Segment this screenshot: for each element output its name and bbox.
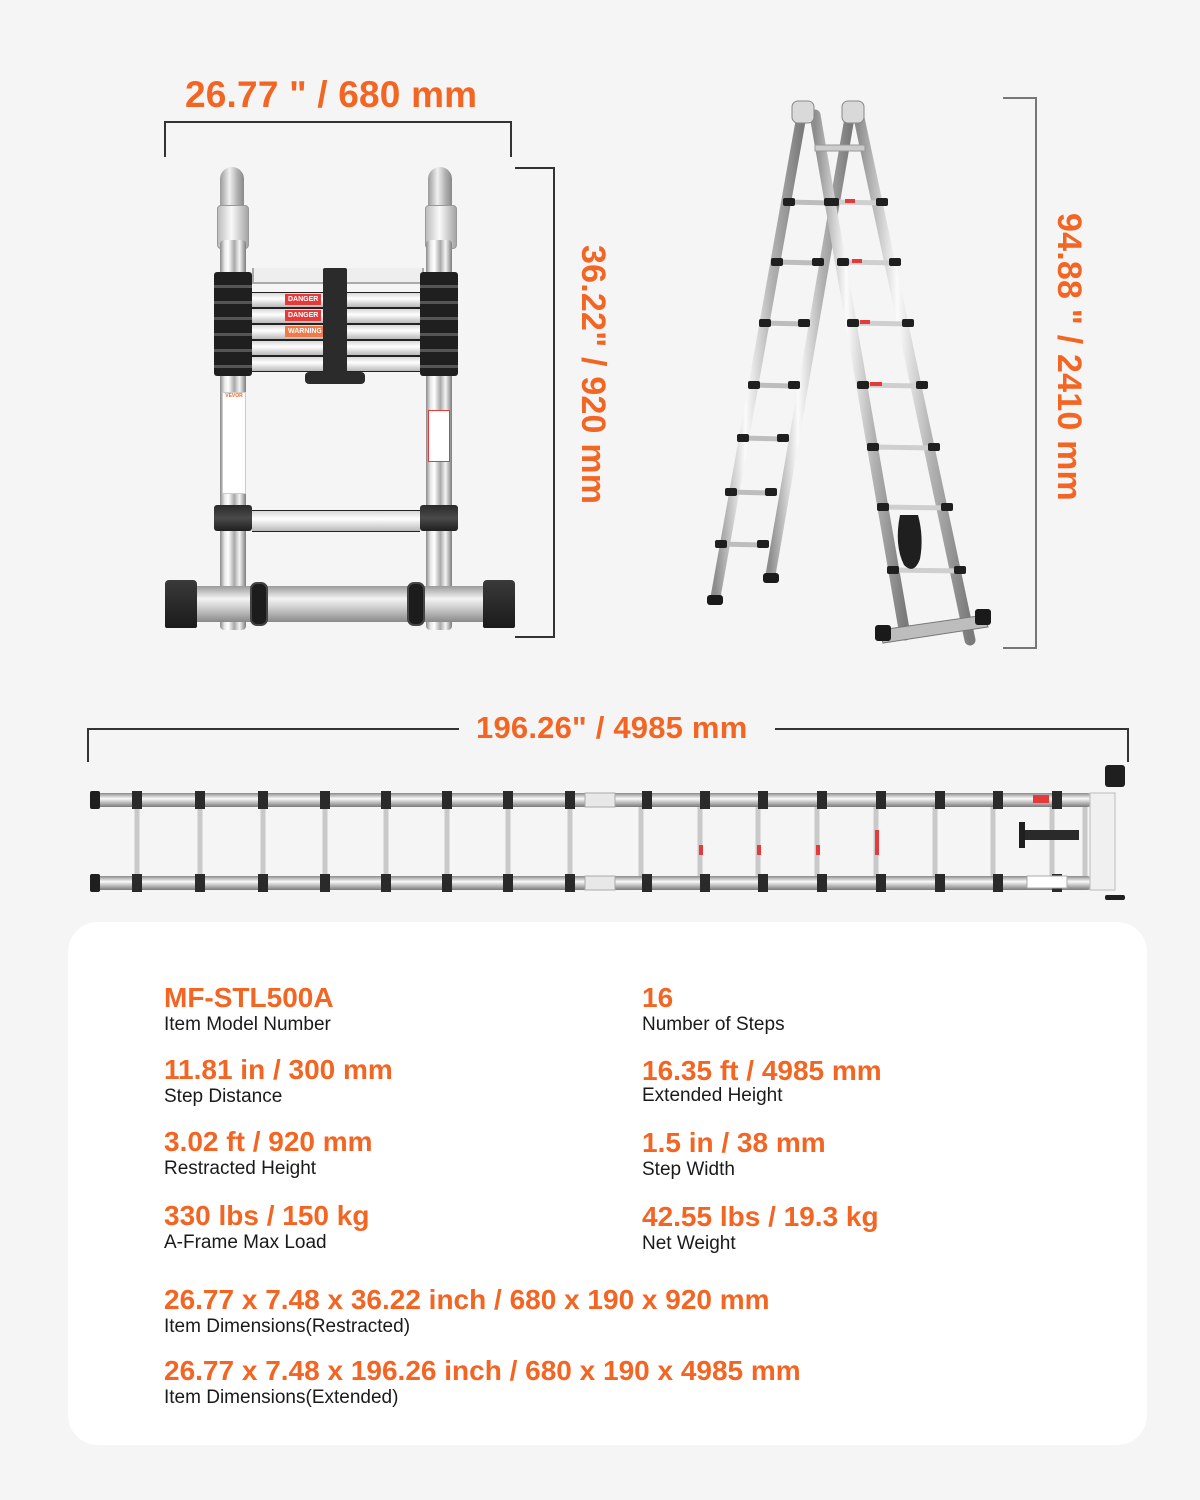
spec-label: Restracted Height xyxy=(164,1158,317,1179)
spec-label: Item Dimensions(Restracted) xyxy=(164,1316,411,1337)
retracted-height-label: 36.22" / 920 mm xyxy=(574,245,612,505)
spec-value: MF-STL500A xyxy=(164,982,334,1013)
spec-step-width xyxy=(642,1128,826,1182)
spec-value: 26.77 x 7.48 x 196.26 inch / 680 x 190 x 4985 mm xyxy=(164,1355,801,1386)
spec-max-load xyxy=(164,1201,369,1255)
retracted-width-label: 26.77 " / 680 mm xyxy=(185,74,478,115)
warning-sticker: WARNING xyxy=(285,326,325,337)
spec-label: Step Width xyxy=(642,1159,735,1180)
right-foot xyxy=(483,580,515,628)
left-pole-safety-label xyxy=(222,392,246,494)
spec-label: Step Distance xyxy=(164,1086,283,1107)
spec-value: 42.55 lbs / 19.3 kg xyxy=(642,1201,879,1232)
spec-value: 330 lbs / 150 kg xyxy=(164,1200,370,1231)
spec-value: 1.5 in / 38 mm xyxy=(642,1127,826,1158)
spec-label: Item Model Number xyxy=(164,1014,331,1035)
spec-value: 26.77 x 7.48 x 36.22 inch / 680 x 190 x 920 mm xyxy=(164,1284,770,1315)
aframe-height-bracket xyxy=(1003,97,1037,649)
left-band-stack xyxy=(214,272,252,376)
aframe-ladder-image xyxy=(690,95,1000,655)
spec-net-weight xyxy=(642,1202,879,1256)
right-band-stack xyxy=(420,272,458,376)
extended-length-bracket-left xyxy=(87,728,459,762)
spec-dimensions-extended xyxy=(164,1356,801,1410)
spec-label: Number of Steps xyxy=(642,1014,785,1035)
spec-model-number xyxy=(164,983,334,1037)
left-lower-band xyxy=(214,505,252,531)
spec-number-of-steps xyxy=(642,983,785,1037)
spec-value: 16.35 ft / 4985 mm xyxy=(642,1055,882,1086)
retracted-height-bracket xyxy=(515,167,555,638)
spec-value: 16 xyxy=(642,982,674,1013)
brand-label: VEVOR xyxy=(225,393,243,399)
spec-label: Net Weight xyxy=(642,1233,736,1254)
spec-label: Extended Height xyxy=(642,1085,783,1106)
extended-length-bracket-right xyxy=(775,728,1129,762)
center-strap xyxy=(323,268,347,378)
base-stabilizer-bar xyxy=(180,586,500,622)
right-lower-band xyxy=(420,505,458,531)
strap-handle xyxy=(305,372,365,384)
extended-ladder-image xyxy=(85,760,1145,900)
right-wheel xyxy=(407,582,425,626)
spec-label: Item Dimensions(Extended) xyxy=(164,1387,399,1408)
retracted-width-bracket xyxy=(164,121,512,157)
right-pole-label xyxy=(428,410,450,462)
spec-label: A-Frame Max Load xyxy=(164,1232,327,1253)
left-foot xyxy=(165,580,197,628)
spec-value: 3.02 ft / 920 mm xyxy=(164,1126,373,1157)
spec-value: 11.81 in / 300 mm xyxy=(164,1054,393,1085)
left-wheel xyxy=(250,582,268,626)
danger-sticker-1: DANGER xyxy=(285,294,321,305)
aframe-height-label: 94.88 " / 2410 mm xyxy=(1050,213,1088,501)
spec-extended-height xyxy=(642,1056,882,1106)
lower-rung xyxy=(252,510,420,532)
spec-dimensions-retracted xyxy=(164,1285,770,1339)
spec-step-distance xyxy=(164,1055,393,1109)
spec-retracted-height xyxy=(164,1127,373,1181)
extended-length-label: 196.26" / 4985 mm xyxy=(476,710,748,745)
danger-sticker-2: DANGER xyxy=(285,310,321,321)
